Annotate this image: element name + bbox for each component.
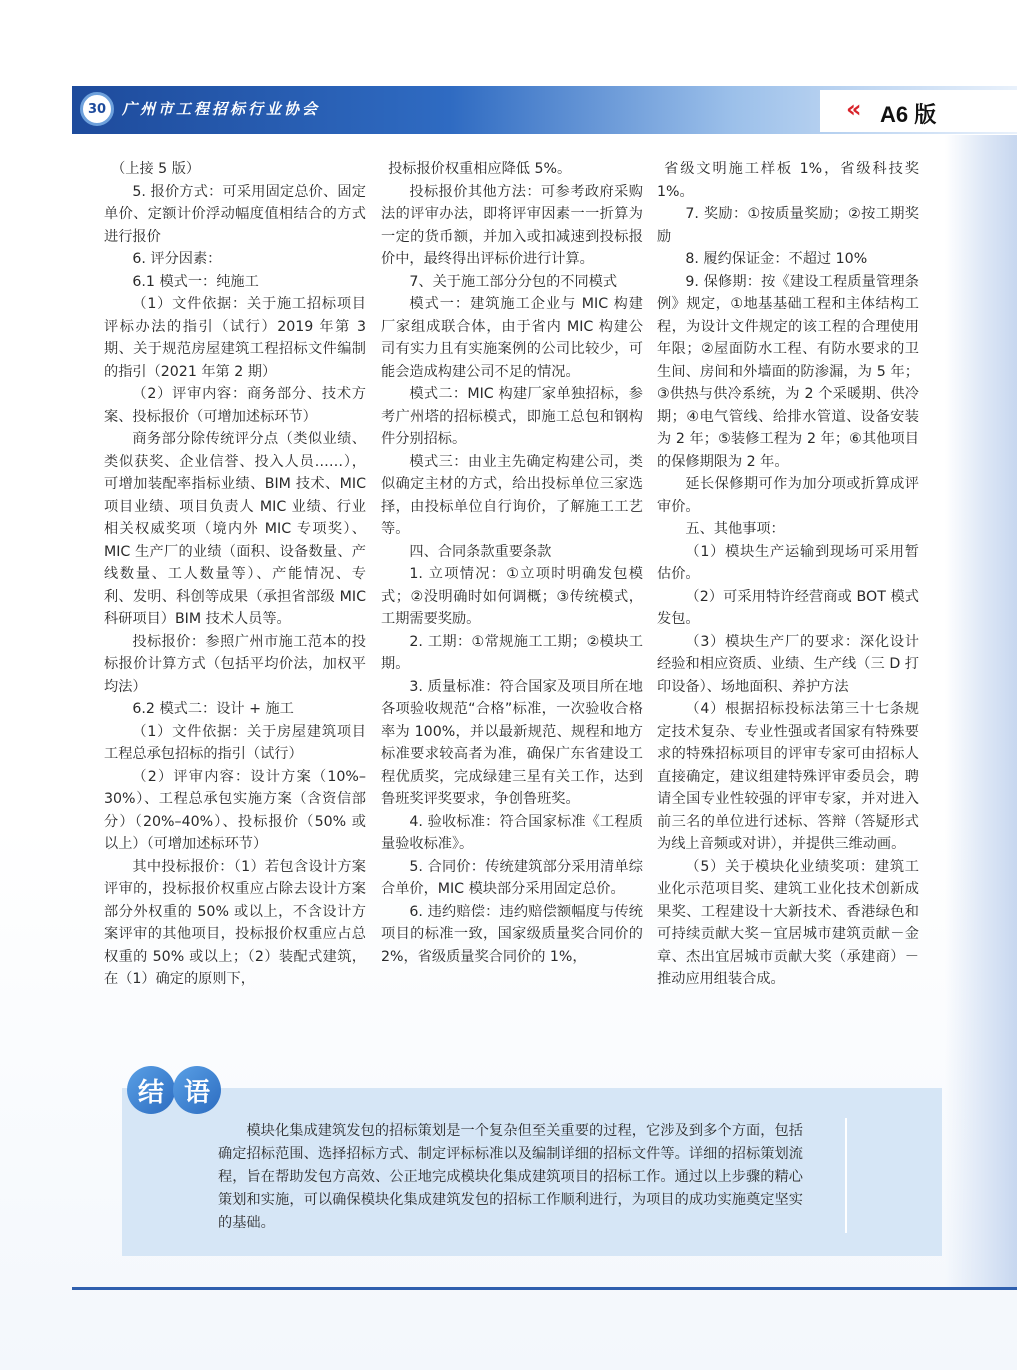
article-paragraph: 7、关于施工部分分包的不同模式 (409, 273, 618, 290)
double-chevron-icon: « (846, 95, 856, 123)
article-paragraph: 5. 合同价：传统建筑部分采用清单综合单价，MIC 模块部分采用固定总价。 (381, 858, 643, 897)
article-paragraph: 5. 报价方式：可采用固定总价、固定单价、定额计价浮动幅度值相结合的方式进行报价 (104, 183, 366, 245)
article-paragraph: 模式二：MIC 构建厂家单独招标，参考广州塔的招标模式，即施工总包和钢构件分别招标。 (381, 386, 643, 447)
article-paragraph: （2）可采用特许经营商或 BOT 模式发包。 (657, 588, 919, 627)
conclusion-heading-char: 结 (127, 1066, 175, 1114)
conclusion-badge (127, 1066, 223, 1116)
article-paragraph: 模式一：建筑施工企业与 MIC 构建厂家组成联合体，由于省内 MIC 构建公司有实力且有实施案例的公司比较少，可能会造成构建公司不足的情况。 (381, 296, 643, 380)
article-paragraph: 延长保修期可作为加分项或折算成评审价。 (657, 476, 919, 515)
article-paragraph: 9. 保修期：按《建设工程质量管理条例》规定，①地基基础工程和主体结构工程，为设计文件规定的该工程的合理使用年限；②屋面防水工程、有防水要求的卫生间、房间和外墙面的防渗漏，为 5 年；③供热与供冷系统，为 2 个采暖期、供冷期；④电气管线、给排水管道、设备安装为 2 年；⑤装修工程为 2 年；⑥其他项目的保修期限为 2 年。 (657, 273, 919, 470)
article-paragraph: 商务部分除传统评分点（类似业绩、类似获奖、企业信誉、投入人员……），可增加装配率指标业绩、BIM 技术、MIC 项目业绩、项目负责人 MIC 业绩、行业相关权威奖项（境内外 MIC 专项奖）、MIC 生产厂的业绩（面积、设备数量、产线数量、工人数量等）、产能情况、专利、发明、科创等成果（承担省部级 MIC 科研项目）BIM 技术人员等。 (104, 431, 366, 627)
article-paragraph: 投标报价权重相应降低 5%。 (388, 161, 572, 177)
article-paragraph: 模式三：由业主先确定构建公司，类似确定主材的方式，给出投标单位三家选择，由投标单位自行询价，了解施工工艺等。 (381, 453, 643, 537)
article-paragraph: 投标报价其他方法：可参考政府采购法的评审办法，即将评审因素一一折算为一定的货币额，并加入或扣减速到投标报价中，最终得出评标价进行计算。 (381, 183, 643, 267)
article-column-1 (104, 158, 366, 991)
conclusion-divider (845, 1118, 847, 1233)
article-paragraph: 8. 履约保证金：不超过 10% (685, 251, 868, 267)
article-paragraph: （4）根据招标投标法第三十七条规定技术复杂、专业性强或者国家有特殊要求的特殊招标项目的评审专家可由招标人直接确定，建议组建特殊评审委员会，聘请全国专业性较强的评审专家，并对进入前三名的单位进行述标、答辩（答疑形式为线上音频或对讲），并提供三维动画。 (657, 701, 919, 852)
side-gradient-stripe (945, 135, 1017, 1290)
article-paragraph: （1）文件依据：关于房屋建筑项目工程总承包招标的指引（试行） (104, 723, 366, 762)
conclusion-paragraph: 模块化集成建筑发包的招标策划是一个复杂但至关重要的过程，它涉及到多个方面，包括确定招标范围、选择招标方式、制定评标标准以及编制详细的招标文件等。详细的招标策划流程，旨在帮助发包方高效、公正地完成模块化集成建筑项目的招标工作。通过以上步骤的精心策划和实施，可以确保模块化集成建筑发包的招标工作顺利进行，为项目的成功实施奠定坚实的基础。 (218, 1123, 803, 1231)
article-paragraph: （1）模块生产运输到现场可采用暂估价。 (657, 543, 919, 582)
article-paragraph: （3）模块生产厂的要求：深化设计经验和相应资质、业绩、生产线（三 D 打印设备）、场地面积、养护方法 (657, 633, 919, 695)
article-paragraph: 3. 质量标准：符合国家及项目所在地各项验收规范“合格”标准，一次验收合格率为 100%，并以最新规范、规程和地方标准要求较高者为准，确保广东省建设工程优质奖，完成绿建三星有关工作，达到鲁班奖评奖要求，争创鲁班奖。 (381, 678, 643, 807)
conclusion-heading-char: 语 (173, 1066, 221, 1114)
article-paragraph: 五、其他事项： (685, 521, 785, 537)
article-paragraph: 6. 评分因素： (132, 251, 222, 267)
article-paragraph: （上接 5 版） (111, 161, 201, 177)
article-paragraph: （2）评审内容：商务部分、技术方案、投标报价（可增加述标环节） (104, 386, 366, 425)
article-paragraph: 7. 奖励：①按质量奖励；②按工期奖励 (657, 206, 919, 245)
article-paragraph: （5）关于模块化业绩奖项：建筑工业化示范项目奖、建筑工业化技术创新成果奖、工程建设十大新技术、香港绿色和可持续贡献大奖－宜居城市建筑贡献－金章、杰出宜居城市贡献大奖（承建商）－推动应用组装合成。 (657, 858, 919, 987)
article-paragraph: 6.2 模式二：设计 + 施工 (132, 701, 294, 717)
association-name: 广州市工程招标行业协会 (122, 100, 321, 118)
edition-label: A6 版 (880, 102, 937, 127)
article-paragraph: 2. 工期：①常规施工工期；②模块工期。 (381, 633, 643, 672)
article-paragraph: （2）评审内容：设计方案（10%–30%）、工程总承包实施方案（含资信部分）（20%–40%）、投标报价（50% 或以上）（可增加述标环节） (104, 768, 366, 852)
article-paragraph: 4. 验收标准：符合国家标准《工程质量验收标准》。 (381, 813, 643, 852)
article-paragraph: （1）文件依据：关于施工招标项目评标办法的指引（试行）2019 年第 3 期、关于规范房屋建筑工程招标文件编制的指引（2021 年第 2 期） (104, 296, 366, 380)
article-paragraph: 四、合同条款重要条款 (409, 543, 552, 560)
article-paragraph: 6.1 模式一：纯施工 (132, 273, 259, 290)
footer-rule (72, 1287, 1017, 1290)
article-column-2 (381, 158, 643, 968)
article-paragraph: 投标报价：参照广州市施工范本的投标报价计算方式（包括平均价法，加权平均法） (104, 633, 366, 695)
article-paragraph: 6. 违约赔偿：违约赔偿额幅度与传统项目的标准一致，国家级质量奖合同价的 2%，省级质量奖合同价的 1%， (381, 903, 643, 965)
association-logo: 30 (80, 92, 114, 126)
article-paragraph: 其中投标报价：（1）若包含设计方案评审的，投标报价权重应占除去设计方案部分外权重的 50% 或以上，不含设计方案评审的其他项目，投标报价权重应占总权重的 50% 或以上；（2）装配式建筑，在（1）确定的原则下， (104, 858, 366, 987)
article-paragraph: 省级文明施工样板 1%，省级科技奖 1%。 (657, 161, 919, 200)
article-column-3 (657, 158, 919, 991)
article-paragraph: 1. 立项情况：①立项时明确发包模式；②没明确时如何调概；③传统模式，工期需要奖励。 (381, 566, 643, 627)
